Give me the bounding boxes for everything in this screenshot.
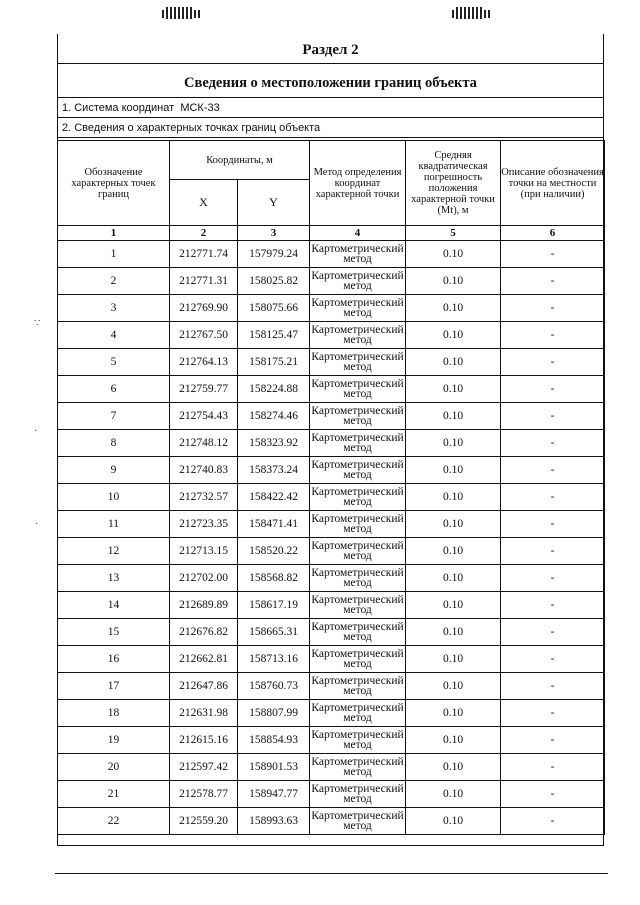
error-cell: 0.10 xyxy=(406,808,501,835)
x-coordinate-cell: 212676.82 xyxy=(170,619,238,646)
coord-system-row xyxy=(58,98,603,118)
table-row xyxy=(58,808,605,835)
error-cell: 0.10 xyxy=(406,700,501,727)
error-cell: 0.10 xyxy=(406,457,501,484)
table-row xyxy=(58,754,605,781)
description-cell: - xyxy=(501,322,605,349)
point-number-cell: 20 xyxy=(58,754,170,781)
description-cell: - xyxy=(501,619,605,646)
y-coordinate-cell: 158075.66 xyxy=(238,295,310,322)
y-coordinate-cell: 158125.47 xyxy=(238,322,310,349)
description-cell: - xyxy=(501,646,605,673)
method-cell: Картометрический метод xyxy=(310,538,406,565)
method-cell: Картометрический метод xyxy=(310,808,406,835)
y-coordinate-cell: 158471.41 xyxy=(238,511,310,538)
method-cell: Картометрический метод xyxy=(310,646,406,673)
y-coordinate-cell: 158175.21 xyxy=(238,349,310,376)
x-coordinate-cell: 212689.89 xyxy=(170,592,238,619)
error-cell: 0.10 xyxy=(406,376,501,403)
error-cell: 0.10 xyxy=(406,673,501,700)
x-coordinate-cell: 212754.43 xyxy=(170,403,238,430)
description-cell: - xyxy=(501,754,605,781)
y-coordinate-cell: 158760.73 xyxy=(238,673,310,700)
error-cell: 0.10 xyxy=(406,538,501,565)
description-cell: - xyxy=(501,700,605,727)
point-number-cell: 15 xyxy=(58,619,170,646)
point-number-cell: 19 xyxy=(58,727,170,754)
y-coordinate-cell: 158901.53 xyxy=(238,754,310,781)
description-cell: - xyxy=(501,781,605,808)
table-row xyxy=(58,457,605,484)
description-cell: - xyxy=(501,268,605,295)
method-cell: Картометрический метод xyxy=(310,457,406,484)
y-coordinate-cell: 158422.42 xyxy=(238,484,310,511)
header-method: Метод определения координат характерной точки xyxy=(310,141,406,226)
x-coordinate-cell: 212769.90 xyxy=(170,295,238,322)
x-coordinate-cell: 212713.15 xyxy=(170,538,238,565)
y-coordinate-cell: 158025.82 xyxy=(238,268,310,295)
table-row xyxy=(58,268,605,295)
header-y: Y xyxy=(238,180,310,226)
point-number-cell: 6 xyxy=(58,376,170,403)
point-number-cell: 17 xyxy=(58,673,170,700)
table-row xyxy=(58,403,605,430)
column-number: 1 xyxy=(58,226,170,241)
error-cell: 0.10 xyxy=(406,322,501,349)
point-number-cell: 21 xyxy=(58,781,170,808)
table-row xyxy=(58,727,605,754)
y-coordinate-cell: 158993.63 xyxy=(238,808,310,835)
x-coordinate-cell: 212764.13 xyxy=(170,349,238,376)
column-numbers-row xyxy=(58,226,605,241)
point-number-cell: 16 xyxy=(58,646,170,673)
table-row xyxy=(58,376,605,403)
page-title: Сведения о местоположении границ объекта xyxy=(58,64,603,98)
error-cell: 0.10 xyxy=(406,430,501,457)
description-cell: - xyxy=(501,727,605,754)
x-coordinate-cell: 212732.57 xyxy=(170,484,238,511)
method-cell: Картометрический метод xyxy=(310,430,406,457)
x-coordinate-cell: 212748.12 xyxy=(170,430,238,457)
scan-speck-icon: · xyxy=(34,426,38,437)
bottom-rule xyxy=(55,873,608,874)
x-coordinate-cell: 212702.00 xyxy=(170,565,238,592)
y-coordinate-cell: 158807.99 xyxy=(238,700,310,727)
points-section-label: 2. Сведения о характерных точках границ объекта xyxy=(62,122,321,134)
description-cell: - xyxy=(501,295,605,322)
header-description: Описание обозначения точки на местности (при наличии) xyxy=(501,141,605,226)
column-number: 5 xyxy=(406,226,501,241)
description-cell: - xyxy=(501,430,605,457)
error-cell: 0.10 xyxy=(406,565,501,592)
y-coordinate-cell: 158373.24 xyxy=(238,457,310,484)
points-section-row xyxy=(58,118,603,138)
x-coordinate-cell: 212723.35 xyxy=(170,511,238,538)
point-number-cell: 11 xyxy=(58,511,170,538)
column-number: 6 xyxy=(501,226,605,241)
point-number-cell: 14 xyxy=(58,592,170,619)
table-row xyxy=(58,241,605,268)
method-cell: Картометрический метод xyxy=(310,754,406,781)
method-cell: Картометрический метод xyxy=(310,376,406,403)
table-row xyxy=(58,484,605,511)
description-cell: - xyxy=(501,403,605,430)
error-cell: 0.10 xyxy=(406,241,501,268)
scan-speck-icon: ˙ xyxy=(35,522,39,533)
point-number-cell: 8 xyxy=(58,430,170,457)
method-cell: Картометрический метод xyxy=(310,592,406,619)
x-coordinate-cell: 212559.20 xyxy=(170,808,238,835)
table-row xyxy=(58,511,605,538)
table-row xyxy=(58,619,605,646)
error-cell: 0.10 xyxy=(406,349,501,376)
method-cell: Картометрический метод xyxy=(310,565,406,592)
description-cell: - xyxy=(501,511,605,538)
method-cell: Картометрический метод xyxy=(310,322,406,349)
method-cell: Картометрический метод xyxy=(310,484,406,511)
y-coordinate-cell: 158520.22 xyxy=(238,538,310,565)
y-coordinate-cell: 158224.88 xyxy=(238,376,310,403)
error-cell: 0.10 xyxy=(406,727,501,754)
x-coordinate-cell: 212647.86 xyxy=(170,673,238,700)
error-cell: 0.10 xyxy=(406,268,501,295)
point-number-cell: 2 xyxy=(58,268,170,295)
x-coordinate-cell: 212740.83 xyxy=(170,457,238,484)
x-coordinate-cell: 212631.98 xyxy=(170,700,238,727)
error-cell: 0.10 xyxy=(406,403,501,430)
table-row xyxy=(58,349,605,376)
table-row xyxy=(58,538,605,565)
point-number-cell: 5 xyxy=(58,349,170,376)
header-coordinates: Координаты, м xyxy=(170,141,310,180)
y-coordinate-cell: 158713.16 xyxy=(238,646,310,673)
point-number-cell: 3 xyxy=(58,295,170,322)
points-table-body xyxy=(58,241,605,835)
y-coordinate-cell: 158568.82 xyxy=(238,565,310,592)
table-row xyxy=(58,700,605,727)
x-coordinate-cell: 212767.50 xyxy=(170,322,238,349)
header-x: X xyxy=(170,180,238,226)
method-cell: Картометрический метод xyxy=(310,241,406,268)
y-coordinate-cell: 158617.19 xyxy=(238,592,310,619)
error-cell: 0.10 xyxy=(406,754,501,781)
x-coordinate-cell: 212759.77 xyxy=(170,376,238,403)
method-cell: Картометрический метод xyxy=(310,403,406,430)
coord-system-value: МСК-33 xyxy=(180,102,220,114)
section-title: Раздел 2 xyxy=(58,36,603,64)
method-cell: Картометрический метод xyxy=(310,781,406,808)
point-number-cell: 4 xyxy=(58,322,170,349)
points-table xyxy=(57,140,605,835)
x-coordinate-cell: 212771.74 xyxy=(170,241,238,268)
y-coordinate-cell: 158854.93 xyxy=(238,727,310,754)
method-cell: Картометрический метод xyxy=(310,700,406,727)
x-coordinate-cell: 212578.77 xyxy=(170,781,238,808)
error-cell: 0.10 xyxy=(406,781,501,808)
y-coordinate-cell: 158323.92 xyxy=(238,430,310,457)
description-cell: - xyxy=(501,592,605,619)
description-cell: - xyxy=(501,457,605,484)
error-cell: 0.10 xyxy=(406,592,501,619)
coord-system-label: 1. Система координат xyxy=(62,102,175,114)
point-number-cell: 7 xyxy=(58,403,170,430)
table-row xyxy=(58,322,605,349)
method-cell: Картометрический метод xyxy=(310,349,406,376)
method-cell: Картометрический метод xyxy=(310,295,406,322)
table-row xyxy=(58,646,605,673)
table-row xyxy=(58,430,605,457)
error-cell: 0.10 xyxy=(406,646,501,673)
error-cell: 0.10 xyxy=(406,295,501,322)
column-number: 3 xyxy=(238,226,310,241)
x-coordinate-cell: 212662.81 xyxy=(170,646,238,673)
method-cell: Картометрический метод xyxy=(310,673,406,700)
description-cell: - xyxy=(501,484,605,511)
x-coordinate-cell: 212771.31 xyxy=(170,268,238,295)
error-cell: 0.10 xyxy=(406,619,501,646)
description-cell: - xyxy=(501,673,605,700)
description-cell: - xyxy=(501,241,605,268)
description-cell: - xyxy=(501,376,605,403)
point-number-cell: 18 xyxy=(58,700,170,727)
description-cell: - xyxy=(501,565,605,592)
point-number-cell: 12 xyxy=(58,538,170,565)
y-coordinate-cell: 158274.46 xyxy=(238,403,310,430)
table-row xyxy=(58,295,605,322)
header-error: Средняя квадратическая погрешность положения характерной точки (Mt), м xyxy=(406,141,501,226)
description-cell: - xyxy=(501,538,605,565)
point-number-cell: 10 xyxy=(58,484,170,511)
y-coordinate-cell: 158665.31 xyxy=(238,619,310,646)
x-coordinate-cell: 212615.16 xyxy=(170,727,238,754)
punch-marks-left-icon xyxy=(162,6,202,18)
point-number-cell: 22 xyxy=(58,808,170,835)
x-coordinate-cell: 212597.42 xyxy=(170,754,238,781)
method-cell: Картометрический метод xyxy=(310,511,406,538)
error-cell: 0.10 xyxy=(406,511,501,538)
punch-marks-right-icon xyxy=(452,6,492,18)
method-cell: Картометрический метод xyxy=(310,268,406,295)
column-number: 2 xyxy=(170,226,238,241)
header-point-designation: Обозначение характерных точек границ xyxy=(58,141,170,226)
table-row xyxy=(58,592,605,619)
point-number-cell: 1 xyxy=(58,241,170,268)
column-number: 4 xyxy=(310,226,406,241)
table-row xyxy=(58,673,605,700)
description-cell: - xyxy=(501,349,605,376)
point-number-cell: 9 xyxy=(58,457,170,484)
method-cell: Картометрический метод xyxy=(310,727,406,754)
table-row xyxy=(58,565,605,592)
method-cell: Картометрический метод xyxy=(310,619,406,646)
y-coordinate-cell: 158947.77 xyxy=(238,781,310,808)
scan-speck-icon: ∵ xyxy=(34,318,41,329)
error-cell: 0.10 xyxy=(406,484,501,511)
point-number-cell: 13 xyxy=(58,565,170,592)
description-cell: - xyxy=(501,808,605,835)
table-row xyxy=(58,781,605,808)
y-coordinate-cell: 157979.24 xyxy=(238,241,310,268)
